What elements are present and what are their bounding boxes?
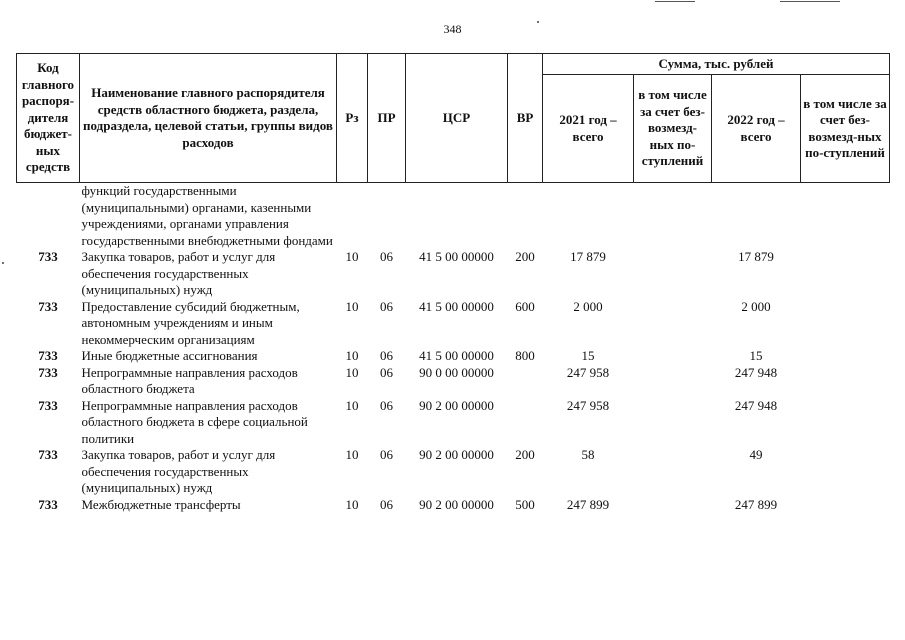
cell-vr: 200 (515, 249, 535, 264)
header-sum-2021: 2021 год – всего (543, 75, 634, 183)
cell-sum-2022: 247 948 (734, 364, 778, 380)
cell-rz: 10 (345, 364, 359, 380)
cell-rz: 10 (345, 496, 359, 512)
cell-code: 733 (38, 249, 58, 264)
cell-sum-2021: 247 899 (566, 496, 610, 512)
cell-sum-2022 (712, 183, 801, 250)
cell-sum-2022: 17 879 (738, 249, 774, 264)
table-row (17, 365, 890, 398)
cell-name: Закупка товаров, работ и услуг для обеспечения государственных (муниципальных) нужд (81, 249, 276, 297)
cell-pr: 06 (380, 447, 393, 462)
cell-sum-2022-gratuitous (801, 447, 890, 497)
cell-sum-2021-gratuitous (634, 299, 712, 349)
cell-sum-2022-gratuitous (801, 249, 890, 299)
table-row (17, 348, 890, 365)
cell-csr: 90 2 00 00000 (419, 447, 494, 462)
cell-name: функций государственными (муниципальными) органами, казенными учреждениями, органами управления государственными внебюджетными фондами (81, 183, 333, 248)
cell-pr: 06 (380, 496, 393, 512)
cell-name: Иные бюджетные ассигнования (81, 348, 258, 363)
cell-sum-2022-gratuitous (801, 497, 890, 514)
cell-pr: 06 (380, 249, 393, 264)
header-sum-2022-gratuitous: в том числе за счет без-возмезд-ных по-ступлений (801, 75, 890, 183)
cell-csr: 41 5 00 00000 (419, 298, 494, 314)
header-sum-group: Сумма, тыс. рублей (543, 54, 890, 75)
cell-sum-2022-gratuitous (801, 348, 890, 365)
header-code: Код главного распоря-дителя бюджет-ных средств (17, 54, 80, 183)
scan-mark-top (655, 1, 695, 2)
cell-sum-2022-gratuitous (801, 183, 890, 250)
table-row (17, 299, 890, 349)
cell-sum-2021-gratuitous (634, 398, 712, 448)
budget-table (16, 53, 890, 513)
cell-csr: 41 5 00 00000 (419, 249, 494, 264)
header-vr: ВР (508, 54, 543, 183)
cell-sum-2022-gratuitous (801, 398, 890, 448)
cell-pr (368, 183, 406, 250)
header-csr: ЦСР (406, 54, 508, 183)
cell-vr: 600 (515, 298, 535, 314)
cell-rz: 10 (345, 447, 359, 462)
cell-vr (508, 183, 543, 250)
cell-rz: 10 (345, 249, 359, 264)
cell-name: Предоставление субсидий бюджетным, автономным учреждениям и иным некоммерческим организациям (81, 298, 300, 347)
cell-rz: 10 (345, 397, 359, 413)
cell-name: Непрограммные направления расходов областного бюджета в сфере социальной политики (81, 397, 308, 446)
cell-name: Закупка товаров, работ и услуг для обеспечения государственных (муниципальных) нужд (81, 447, 276, 495)
cell-rz: 10 (345, 348, 359, 363)
header-sum-2021-gratuitous: в том числе за счет без-возмезд-ных по-ступлений (634, 75, 712, 183)
cell-rz (337, 183, 368, 250)
cell-sum-2021: 247 958 (566, 397, 610, 413)
table-row (17, 398, 890, 448)
cell-sum-2021: 247 958 (566, 364, 610, 380)
table-row (17, 447, 890, 497)
cell-code: 733 (38, 298, 58, 314)
cell-vr: 800 (515, 348, 535, 363)
cell-pr: 06 (380, 298, 393, 314)
cell-sum-2021: 15 (581, 348, 595, 363)
cell-sum-2021-gratuitous (634, 365, 712, 398)
cell-sum-2021 (543, 183, 634, 250)
cell-name: Непрограммные направления расходов областного бюджета (81, 364, 298, 396)
cell-csr: 90 2 00 00000 (419, 397, 494, 413)
header-sum-2022: 2022 год – всего (712, 75, 801, 183)
cell-code: 733 (38, 364, 58, 380)
cell-sum-2021: 58 (581, 447, 595, 462)
cell-sum-2021-gratuitous (634, 183, 712, 250)
cell-csr: 41 5 00 00000 (419, 348, 494, 363)
cell-sum-2021-gratuitous (634, 497, 712, 514)
table-row (17, 249, 890, 299)
cell-rz: 10 (345, 298, 359, 314)
cell-sum-2022: 247 948 (734, 397, 778, 413)
cell-sum-2022-gratuitous (801, 299, 890, 349)
scan-mark-top (780, 1, 840, 2)
cell-code: 733 (38, 496, 58, 512)
cell-sum-2021: 17 879 (570, 249, 606, 264)
cell-sum-2022: 49 (749, 447, 763, 462)
cell-vr: 200 (515, 447, 535, 462)
cell-sum-2021-gratuitous (634, 447, 712, 497)
cell-sum-2022-gratuitous (801, 365, 890, 398)
table-header (17, 54, 890, 183)
cell-sum-2022: 247 899 (734, 496, 778, 512)
table-row (17, 183, 890, 250)
cell-sum-2021-gratuitous (634, 348, 712, 365)
table-body (17, 183, 890, 514)
cell-sum-2021-gratuitous (634, 249, 712, 299)
cell-sum-2022: 15 (749, 348, 763, 363)
cell-pr: 06 (380, 364, 393, 380)
cell-csr: 90 2 00 00000 (419, 496, 494, 512)
cell-csr (406, 183, 508, 250)
scan-speck (2, 262, 4, 264)
header-rz: Рз (337, 54, 368, 183)
cell-vr: 500 (515, 496, 535, 512)
cell-code: 733 (38, 397, 58, 413)
cell-name: Межбюджетные трансферты (81, 496, 241, 512)
cell-code: 733 (38, 348, 58, 363)
cell-sum-2021: 2 000 (573, 298, 603, 314)
cell-sum-2022: 2 000 (741, 298, 771, 314)
page-number: 348 (443, 22, 462, 36)
cell-pr: 06 (380, 348, 393, 363)
cell-vr (508, 398, 543, 448)
table-row (17, 497, 890, 514)
header-name: Наименование главного распорядителя средств областного бюджета, раздела, подраздела, целевой статьи, группы видов расходов (80, 54, 337, 183)
cell-pr: 06 (380, 397, 393, 413)
cell-code: 733 (38, 447, 58, 462)
header-pr: ПР (368, 54, 406, 183)
cell-csr: 90 0 00 00000 (419, 364, 494, 380)
cell-code (17, 183, 80, 250)
cell-vr (508, 365, 543, 398)
